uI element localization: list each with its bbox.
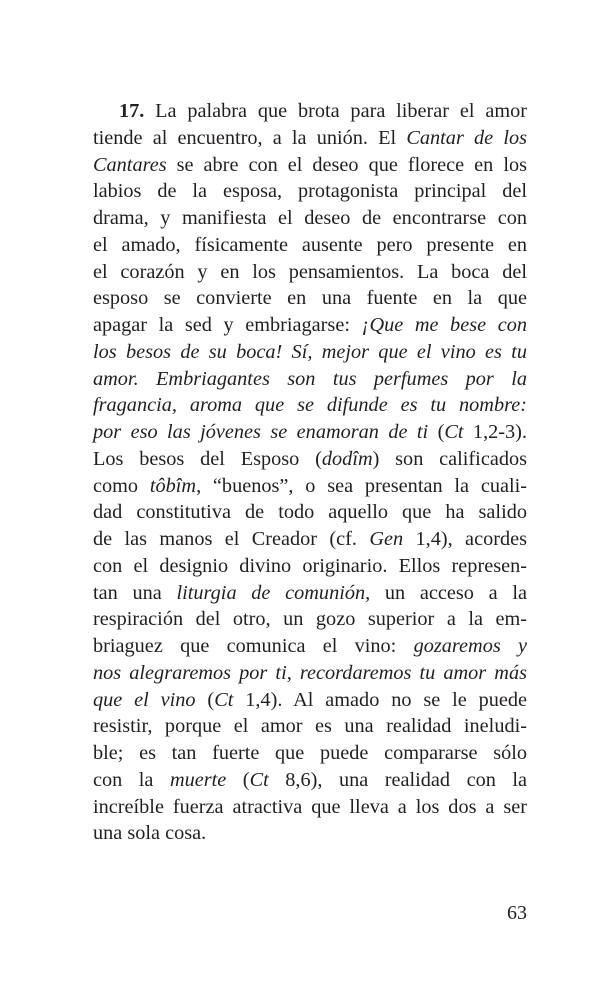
italic-text: dodîm — [321, 447, 373, 470]
text-segment: 1,2-3). — [463, 421, 528, 443]
text-line — [93, 446, 527, 473]
text-segment: tiende al encuentro, a la unión. El — [93, 126, 407, 149]
text-segment: tan una — [93, 581, 177, 604]
text-segment: esposo se convierte en una fuente en la que — [93, 287, 527, 310]
italic-text: fragancia, aroma que se difunde es tu nombre: — [93, 394, 527, 417]
italic-text: Cantar de los — [406, 126, 527, 149]
text-line — [93, 339, 527, 366]
text-segment: 8,6), una realidad con la — [268, 768, 528, 791]
text-segment: La palabra que brota para liberar el amor — [144, 100, 527, 122]
text-line — [93, 526, 527, 553]
text-line — [93, 633, 527, 660]
text-line — [93, 606, 527, 633]
italic-text: muerte — [169, 768, 227, 791]
text-line — [93, 98, 527, 125]
text-segment: labios de la esposa, protagonista principal del — [93, 180, 527, 203]
text-segment: , un acceso a la — [365, 581, 528, 604]
italic-text: que el vino — [93, 688, 196, 711]
text-segment: 1,4), acordes — [403, 528, 527, 550]
text-segment: 1,4). Al amado no se le puede — [233, 688, 527, 711]
text-line — [93, 285, 527, 312]
text-segment: briaguez que comunica el vino: — [93, 635, 414, 657]
text-segment: una sola cosa. — [93, 822, 207, 845]
text-segment: de las manos el Creador (cf. — [93, 528, 370, 550]
text-line — [93, 767, 527, 794]
text-line — [93, 820, 527, 847]
text-segment: con la — [93, 768, 170, 791]
text-segment: respiración del otro, un gozo superior a la em- — [93, 608, 527, 631]
text-line — [93, 205, 527, 232]
text-segment: , “buenos”, o sea presentan la cuali- — [196, 474, 527, 497]
text-line — [93, 473, 527, 500]
text-line — [93, 740, 527, 767]
page-number: 63 — [507, 902, 527, 924]
text-line — [93, 660, 527, 687]
italic-text: Ct — [249, 768, 269, 791]
text-line — [93, 125, 527, 152]
text-segment: ( — [195, 688, 215, 711]
italic-text: liturgia de comunión — [176, 581, 366, 604]
italic-text: los besos de su boca! Sí, mejor que el vino es tu — [93, 340, 527, 363]
text-segment: el amado, físicamente ausente pero presente en — [93, 233, 527, 256]
text-line — [93, 687, 527, 714]
text-segment: apagar la sed y embriagarse: — [93, 314, 362, 336]
text-segment: drama, y manifiesta el deseo de encontrarse con — [93, 207, 527, 229]
text-line — [93, 553, 527, 580]
text-segment: Los besos del Esposo ( — [93, 447, 322, 470]
text-segment: ( — [226, 768, 250, 791]
italic-text: Cantares — [93, 153, 167, 176]
text-segment: como — [93, 474, 150, 497]
text-segment: ) son calificados — [372, 447, 527, 470]
text-segment: el corazón y en los pensamientos. La boca del — [93, 260, 527, 283]
body-paragraph — [93, 98, 527, 847]
italic-text: Ct — [444, 421, 464, 443]
italic-text: por eso las jóvenes se enamoran de ti — [93, 421, 429, 443]
text-line — [93, 312, 527, 339]
italic-text: tôbîm — [149, 474, 197, 497]
text-line — [93, 499, 527, 526]
italic-text: amor. Embriagantes son tus perfumes por la — [93, 367, 527, 390]
text-line — [93, 713, 527, 740]
paragraph-number: 17. — [119, 100, 145, 122]
italic-text: gozaremos y — [413, 635, 527, 657]
text-segment: ( — [428, 421, 445, 443]
text-segment: dad constitutiva de todo aquello que ha salido — [93, 501, 527, 524]
italic-text: Ct — [214, 688, 234, 711]
text-segment: increíble fuerza atractiva que lleva a los dos a ser — [93, 795, 527, 818]
text-segment: se abre con el deseo que florece en los — [166, 153, 527, 176]
text-line — [93, 152, 527, 179]
text-line — [93, 259, 527, 286]
text-line — [93, 232, 527, 259]
text-line — [93, 178, 527, 205]
text-segment: resistir, porque el amor es una realidad ineludi- — [93, 715, 527, 738]
text-line — [93, 580, 527, 607]
italic-text: Gen — [369, 528, 404, 550]
text-segment: con el designio divino originario. Ellos represen- — [93, 554, 527, 577]
italic-text: ¡Que me bese con — [361, 314, 527, 336]
text-segment: ble; es tan fuerte que puede compararse sólo — [93, 742, 527, 764]
text-line — [93, 794, 527, 821]
text-line — [93, 392, 527, 419]
text-line — [93, 366, 527, 393]
text-line — [93, 419, 527, 446]
italic-text: nos alegraremos por ti, recordaremos tu amor más — [93, 661, 527, 684]
